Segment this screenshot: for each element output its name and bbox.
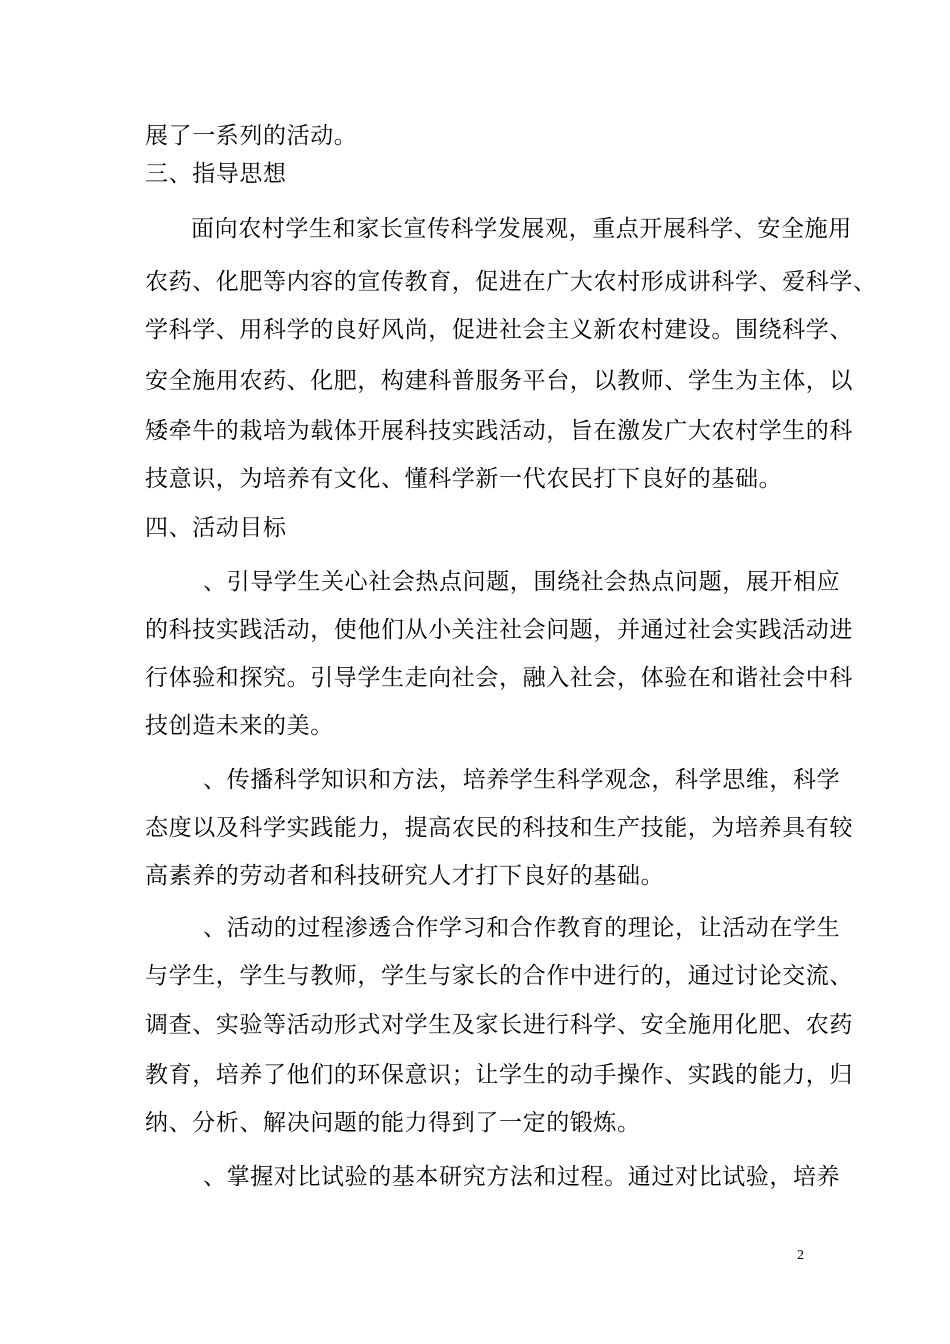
text-line: 纳、分析、解决问题的能力得到了一定的锻炼。 xyxy=(145,1110,641,1136)
text-line: 矮牵牛的栽培为载体开展科技实践活动，旨在激发广大农村学生的科 xyxy=(145,418,853,444)
text-line: 展了一系列的活动。 xyxy=(145,123,358,149)
text-line: 、引导学生关心社会热点问题，围绕社会热点问题，展开相应 xyxy=(203,569,841,595)
text-line: 面向农村学生和家长宣传科学发展观，重点开展科学、安全施用 xyxy=(191,216,852,242)
text-line: 技创造未来的美。 xyxy=(145,713,334,739)
text-line: 的科技实践活动，使他们从小关注社会问题，并通过社会实践活动进 xyxy=(145,617,853,643)
text-line: 与学生，学生与教师，学生与家长的合作中进行的，通过讨论交流、 xyxy=(145,963,853,989)
text-line: 、掌握对比试验的基本研究方法和过程。通过对比试验，培养 xyxy=(203,1164,841,1190)
text-line: 、活动的过程渗透合作学习和合作教育的理论，让活动在学生 xyxy=(203,915,841,941)
text-line: 技意识，为培养有文化、懂科学新一代农民打下良好的基础。 xyxy=(145,466,783,492)
text-line: 教育，培养了他们的环保意识；让学生的动手操作、实践的能力，归 xyxy=(145,1062,853,1088)
text-line: 、传播科学知识和方法，培养学生科学观念，科学思维，科学 xyxy=(203,767,841,793)
text-line: 安全施用农药、化肥，构建科普服务平台，以教师、学生为主体，以 xyxy=(145,368,853,394)
text-line: 农药、化肥等内容的宣传教育，促进在广大农村形成讲科学、爱科学、 xyxy=(145,269,877,295)
section-heading: 三、指导思想 xyxy=(145,161,287,187)
text-line: 调查、实验等活动形式对学生及家长进行科学、安全施用化肥、农药 xyxy=(145,1012,853,1038)
page-number: 2 xyxy=(797,1248,804,1263)
section-heading: 四、活动目标 xyxy=(145,515,287,541)
text-line: 高素养的劳动者和科技研究人才打下良好的基础。 xyxy=(145,863,665,889)
text-line: 行体验和探究。引导学生走向社会，融入社会，体验在和谐社会中科 xyxy=(145,665,853,691)
text-line: 学科学、用科学的良好风尚，促进社会主义新农村建设。围绕科学、 xyxy=(145,317,853,343)
text-line: 态度以及科学实践能力，提高农民的科技和生产技能，为培养具有较 xyxy=(145,815,853,841)
